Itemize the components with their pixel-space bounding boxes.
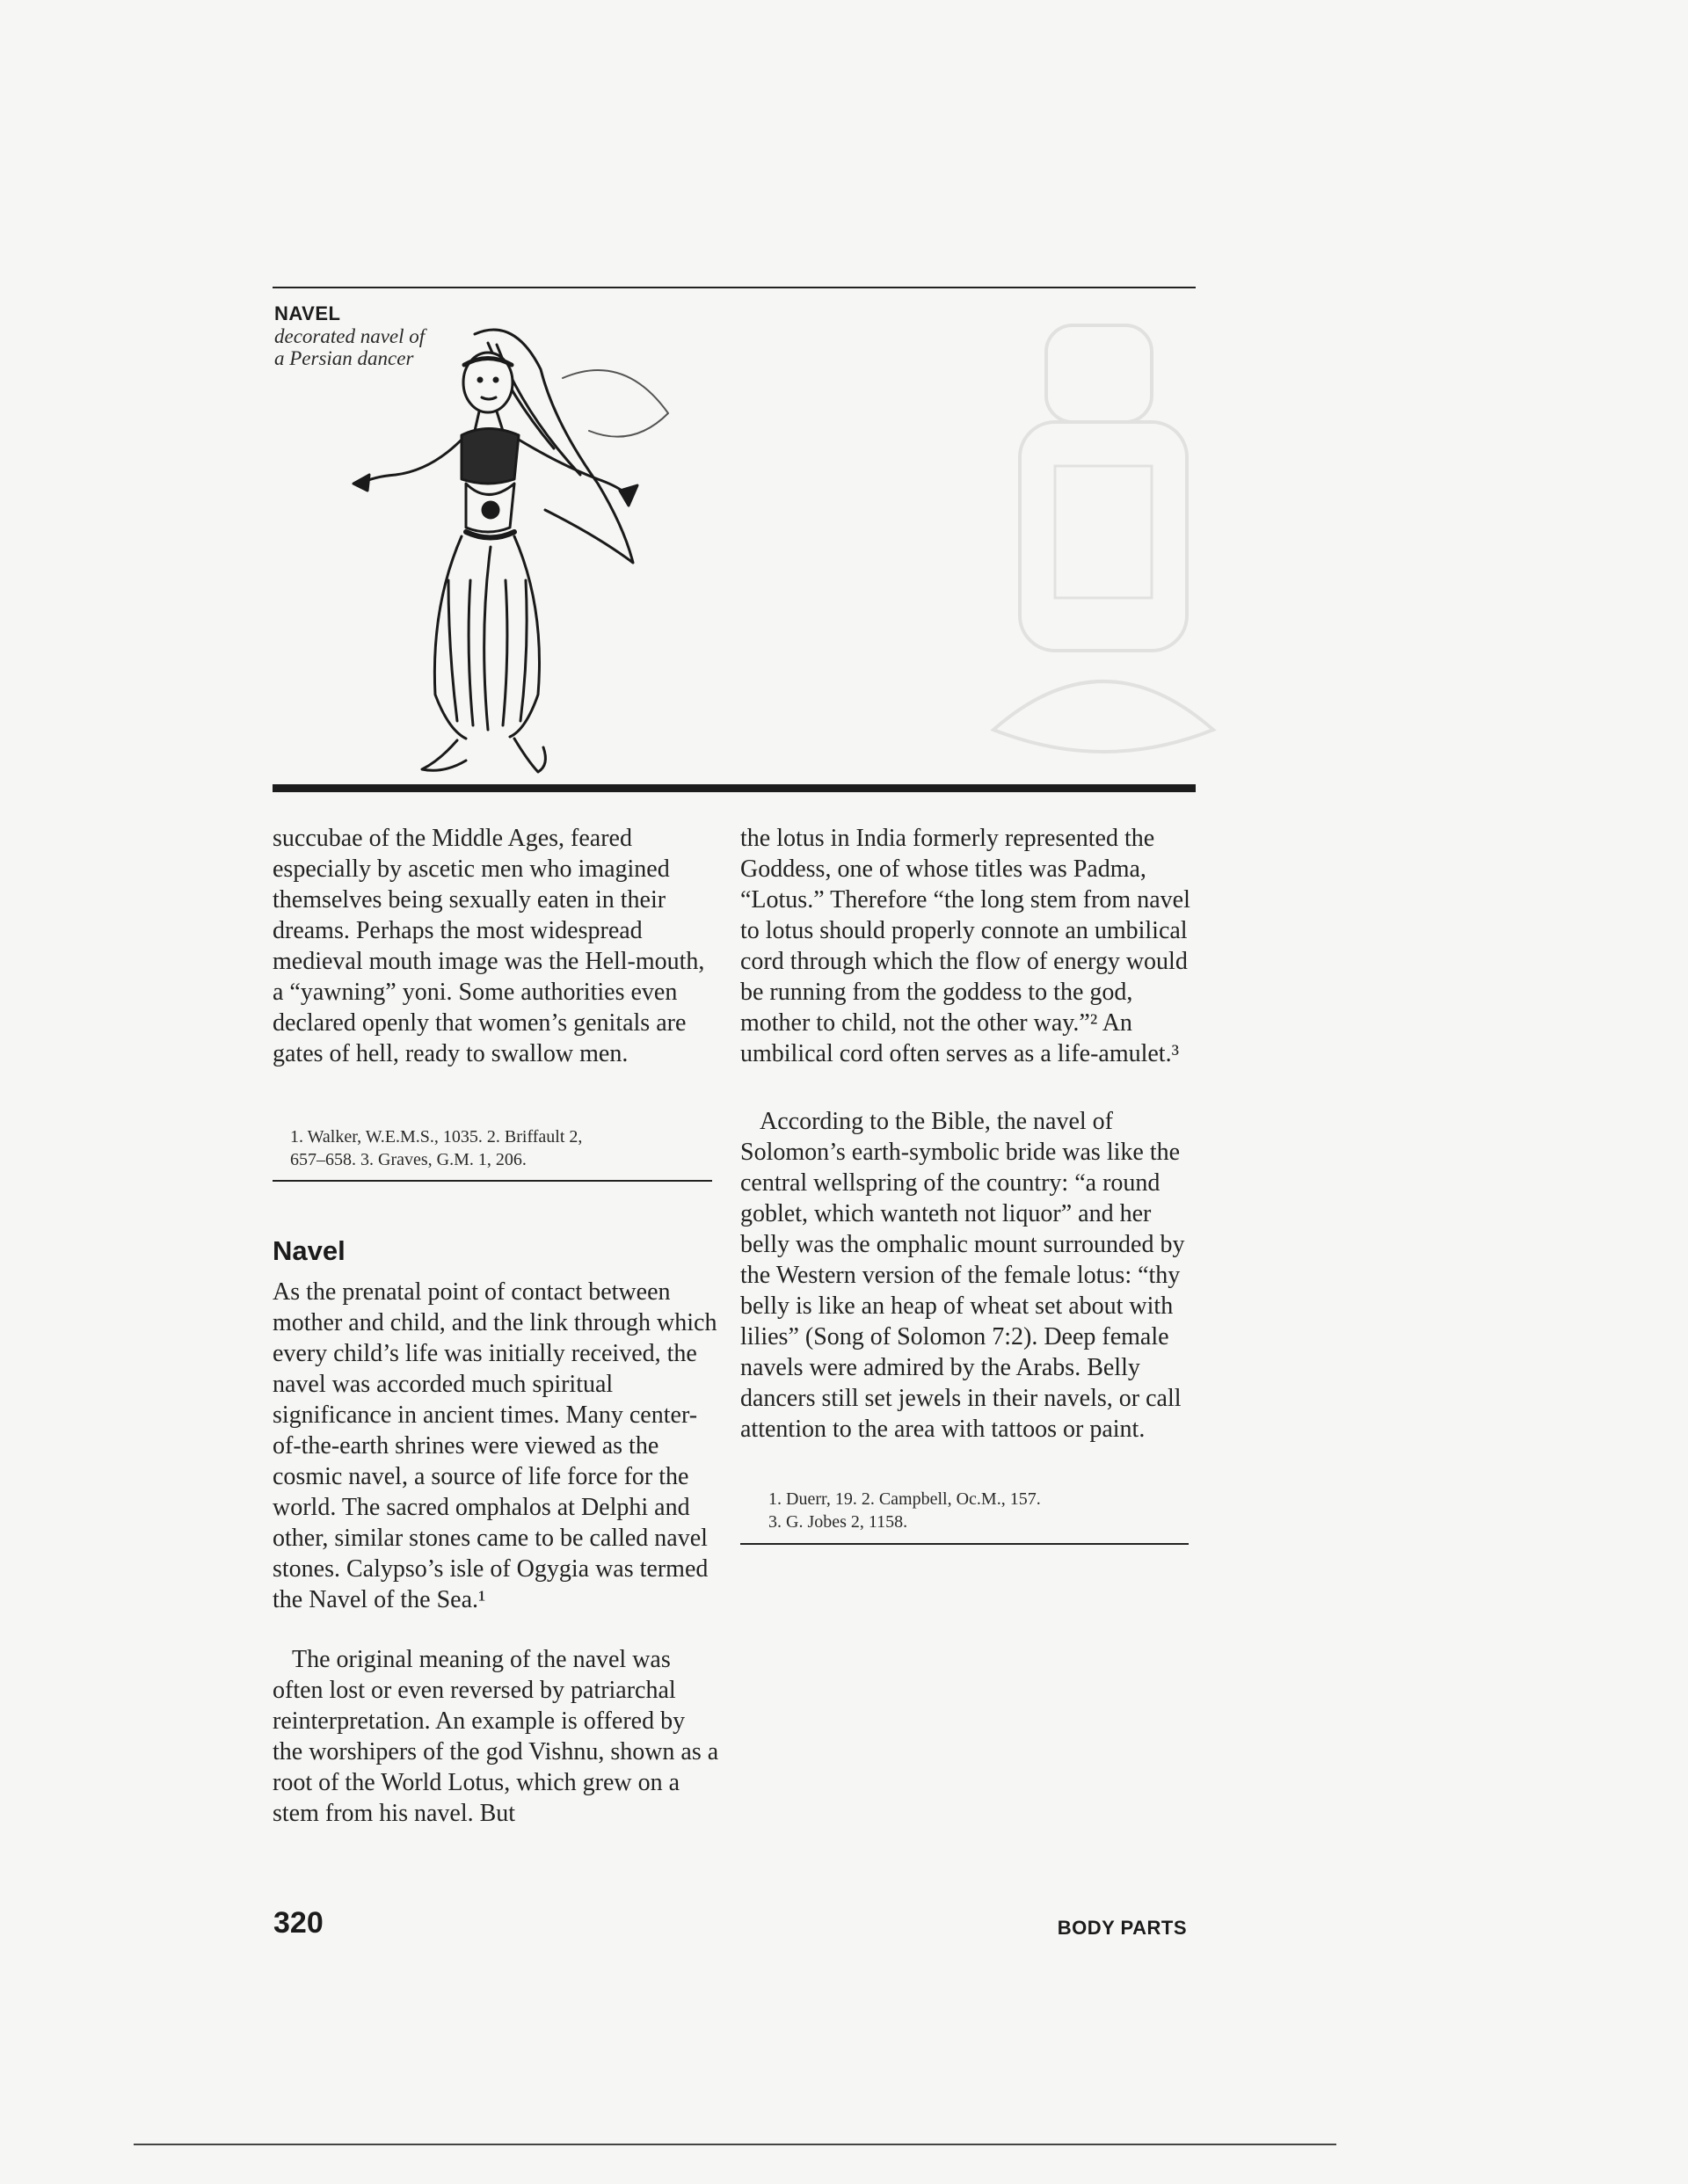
right-footnotes bbox=[768, 1488, 1182, 1533]
left-footnotes bbox=[290, 1125, 712, 1171]
paragraph: the lotus in India formerly represented the Goddess, one of whose titles was Padma, “Lotus.” Therefore “the long stem from navel to lotus should properly connote an umbilical cord through which the flow of energy would be running from the goddess to the god, mother to child, not the other way.”² An umbilical cord often serves as a life-amulet.³ bbox=[740, 825, 1190, 1067]
persian-dancer-illustration bbox=[334, 317, 686, 783]
caption-subtitle-line2: a Persian dancer bbox=[274, 347, 414, 369]
left-column-paragraph-2 bbox=[273, 1277, 721, 1615]
top-rule bbox=[273, 287, 1196, 288]
section-heading: Navel bbox=[273, 1235, 346, 1266]
footnote-rule-left bbox=[273, 1180, 712, 1182]
paragraph: The original meaning of the navel was often lost or even reversed by patriarchal reinterpretation. An example is offered by the worshipers of the god Vishnu, shown as a root of the World Lotus, which grew on a stem from his navel. But bbox=[273, 1646, 719, 1827]
footnote-line: 3. G. Jobes 2, 1158. bbox=[768, 1512, 908, 1532]
page-number: 320 bbox=[273, 1906, 324, 1940]
paragraph: According to the Bible, the navel of Solomon’s earth-symbolic bride was like the central wellspring of the country: “a round goblet, which wanteth not liquor” and her belly was the omphalic mount surrounded by the Western version of the female lotus: “thy belly is like an heap of wheat set about with lilies” (Song of Solomon 7:2). Deep female navels were admired by the Arabs. Belly dancers still set jewels in their navels, or call attention to the area with tattoos or paint. bbox=[740, 1108, 1185, 1443]
running-head: BODY PARTS bbox=[1057, 1917, 1187, 1939]
paragraph: succubae of the Middle Ages, feared especially by ascetic men who imagined themselves being sexually eaten in their dreams. Perhaps the most widespread medieval mouth image was the Hell-mouth, a “yawning” yoni. Some authorities even declared openly that women’s genitals are gates of hell, ready to swallow men. bbox=[273, 825, 705, 1067]
bleed-through-figure bbox=[958, 317, 1248, 774]
right-column-paragraph-2 bbox=[740, 1106, 1197, 1445]
section-divider-thick bbox=[273, 784, 1196, 792]
bottom-scan-rule bbox=[134, 2144, 1336, 2145]
footnote-rule-right bbox=[740, 1543, 1189, 1545]
left-column-paragraph-3 bbox=[273, 1644, 721, 1829]
caption-subtitle-line1: decorated navel of bbox=[274, 325, 426, 347]
right-column-paragraph-1 bbox=[740, 823, 1197, 1069]
caption-title: NAVEL bbox=[274, 302, 341, 324]
footnote-line: 657–658. 3. Graves, G.M. 1, 206. bbox=[290, 1150, 527, 1169]
left-column-paragraph-1 bbox=[273, 823, 721, 1069]
footnote-line: 1. Walker, W.E.M.S., 1035. 2. Briffault 2, bbox=[290, 1127, 583, 1147]
footnote-line: 1. Duerr, 19. 2. Campbell, Oc.M., 157. bbox=[768, 1489, 1041, 1509]
paragraph: As the prenatal point of contact between mother and child, and the link through which every child’s life was initially received, the navel was accorded much spiritual significance in ancient times. Many center-of-the-earth shrines were viewed as the cosmic navel, a source of life force for the world. The sacred omphalos at Delphi and other, similar stones came to be called navel stones. Calypso’s isle of Ogygia was termed the Navel of the Sea.¹ bbox=[273, 1278, 717, 1613]
